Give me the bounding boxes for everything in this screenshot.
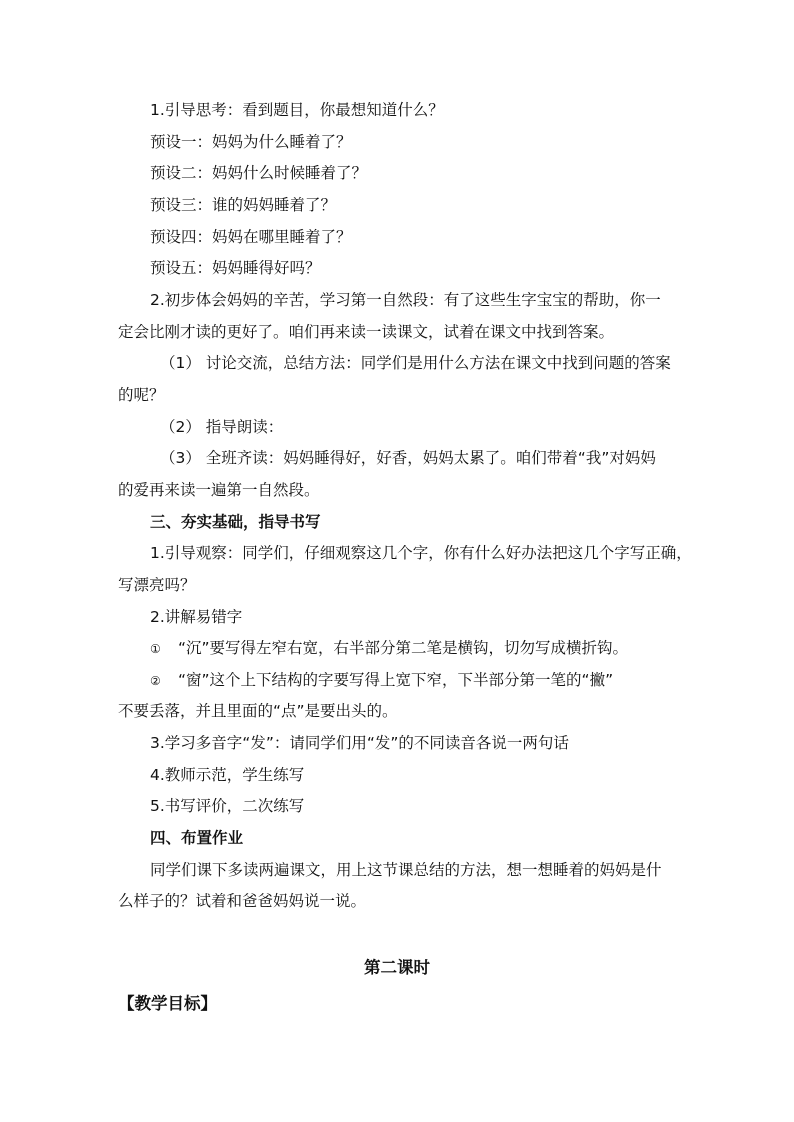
bullet-2-text: “窗”这个上下结构的字要写得上宽下窄，下半部分第一笔的“撇”: [178, 671, 614, 689]
section-heading-3: 三、夯实基础，指导书写: [150, 513, 321, 531]
writing-step1-line1: 1.引导观察：同学们，仔细观察这几个字，你有什么好办法把这几个字写正确，: [150, 544, 692, 562]
bullet-1-text: “沉”要写得左窄右宽，右半部分第二笔是横钩，切勿写成横折钩。: [178, 639, 629, 657]
sub-item-3-line2: 的爱再来读一遍第一自然段。: [118, 481, 320, 499]
preset-1: 预设一：妈妈为什么睡着了？: [150, 133, 352, 151]
writing-step5: 5.书写评价，二次练写: [150, 797, 305, 815]
step2-line2: 定会比刚才读的更好了。咱们再来读一读课文，试着在课文中找到答案。: [118, 323, 615, 341]
writing-step2: 2.讲解易错字: [150, 608, 243, 626]
writing-step3: 3.学习多音字“发”：请同学们用“发”的不同读音各说一两句话: [150, 734, 569, 752]
bullet-2: [150, 670, 613, 691]
preset-3: 预设三：谁的妈妈睡着了？: [150, 196, 337, 214]
homework-line1: 同学们课下多读两遍课文，用上这节课总结的方法，想一想睡着的妈妈是什: [150, 861, 662, 879]
bullet-2-line2: 不要丢落，并且里面的“点”是要出头的。: [118, 702, 398, 720]
sub-item-3-line1: （3） 全班齐读：妈妈睡得好，好香，妈妈太累了。咱们带着“我”对妈妈: [160, 449, 656, 467]
preset-5: 预设五：妈妈睡得好吗？: [150, 259, 321, 277]
bullet-1: [150, 638, 628, 659]
bullet-marker: ①: [150, 642, 161, 656]
sub-item-2: （2） 指导朗读：: [160, 418, 284, 436]
writing-step1-line2: 写漂亮吗？: [118, 576, 196, 594]
lesson-title: 第二课时: [364, 958, 430, 977]
preset-4: 预设四：妈妈在哪里睡着了？: [150, 228, 352, 246]
section-heading-4: 四、布置作业: [150, 829, 244, 847]
preset-2: 预设二：妈妈什么时候睡着了？: [150, 164, 368, 182]
guide-question: 1.引导思考：看到题目，你最想知道什么？: [150, 101, 444, 119]
bullet-marker: ②: [150, 674, 161, 688]
teaching-objective-heading: 【教学目标】: [118, 994, 217, 1013]
writing-step4: 4.教师示范，学生练写: [150, 766, 305, 784]
homework-line2: 么样子的？试着和爸爸妈妈说一说。: [118, 892, 367, 910]
sub-item-1-line2: 的呢？: [118, 386, 165, 404]
sub-item-1-line1: （1） 讨论交流，总结方法：同学们是用什么方法在课文中找到问题的答案: [160, 354, 671, 372]
step2-line1: 2.初步体会妈妈的辛苦，学习第一自然段：有了这些生字宝宝的帮助，你一: [150, 291, 661, 309]
